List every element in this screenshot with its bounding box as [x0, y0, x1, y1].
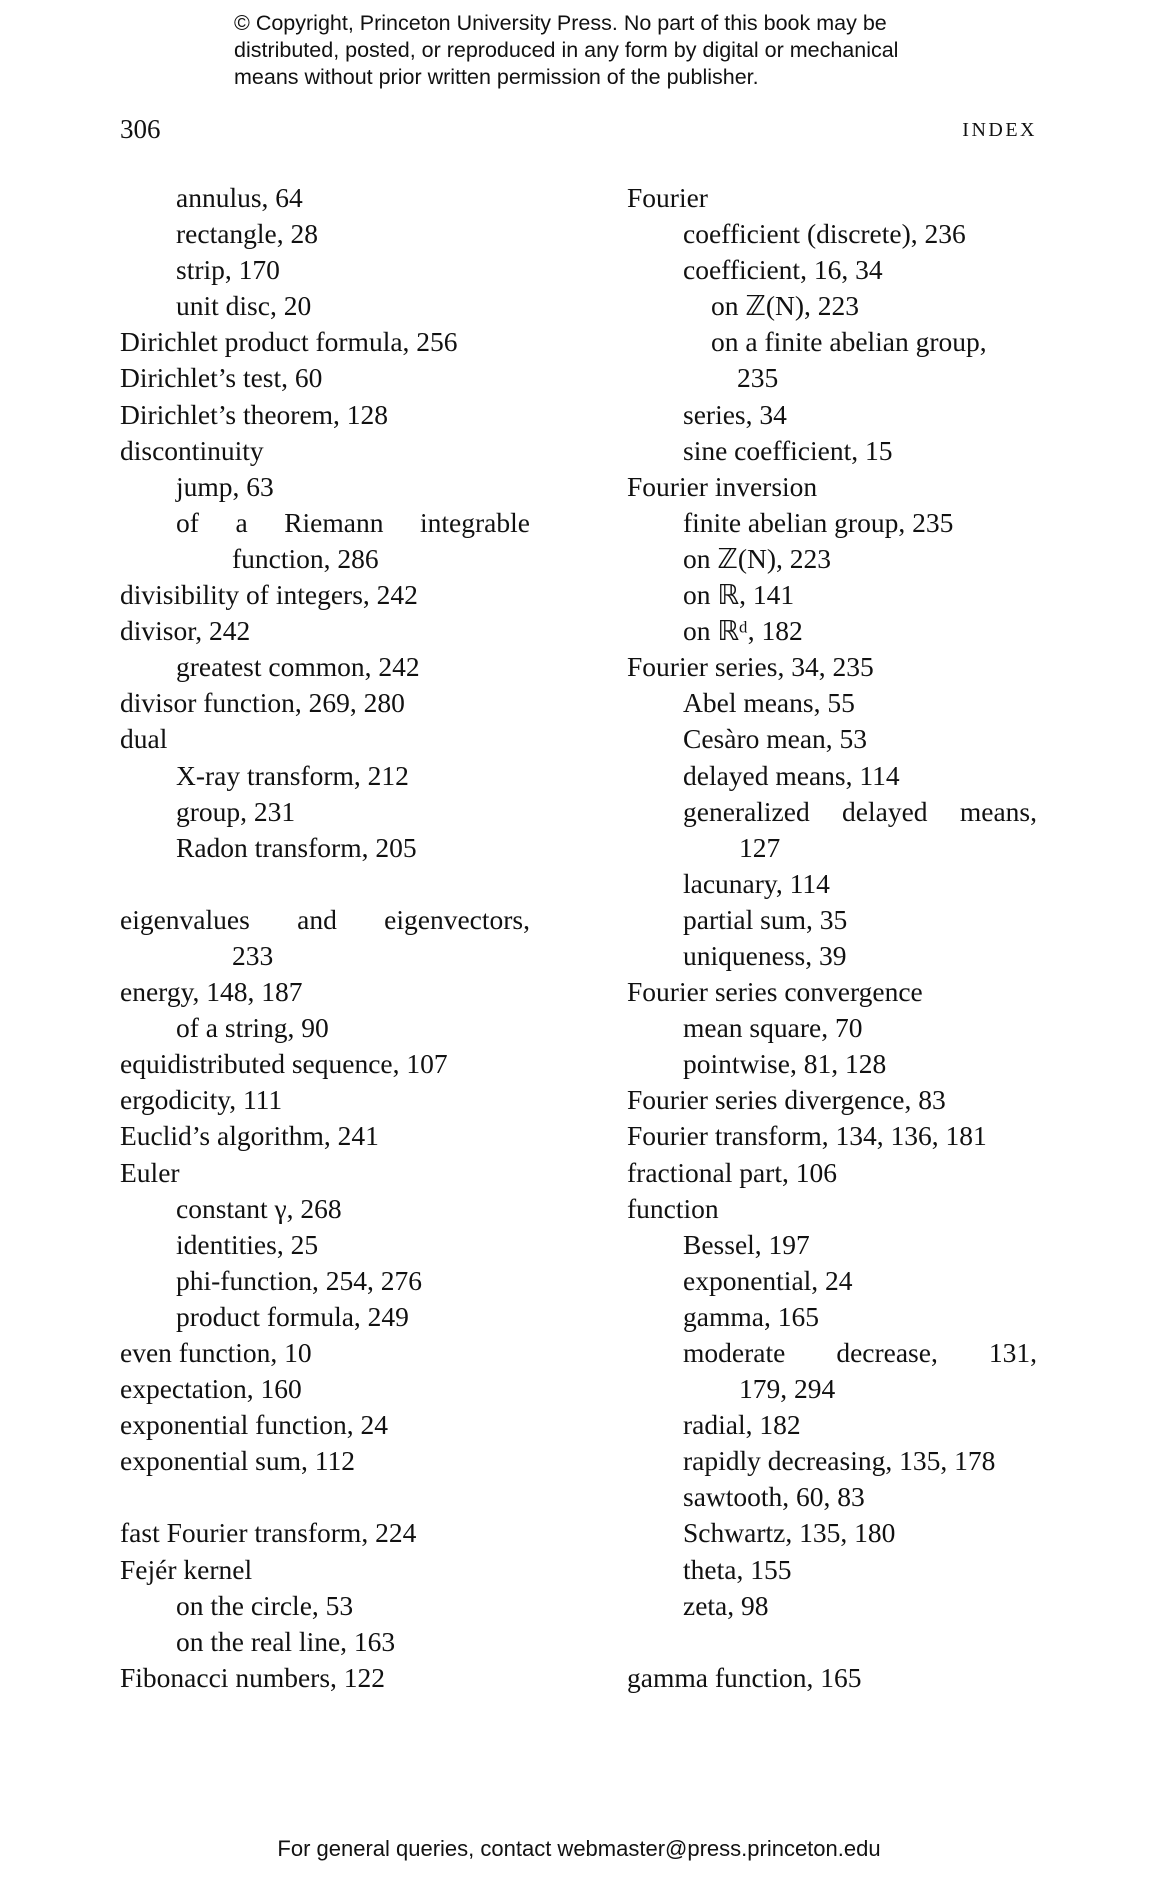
copyright-line: © Copyright, Princeton University Press. No part of this book may be — [234, 11, 887, 35]
index-gap — [120, 866, 530, 902]
index-column-left — [120, 180, 530, 1696]
index-gap — [120, 1479, 530, 1515]
index-subentry: phi-function, 254, 276 — [176, 1264, 422, 1296]
index-continuation: 233 — [232, 939, 274, 971]
index-entry: dual — [120, 723, 168, 755]
index-entry: Fourier — [627, 182, 708, 213]
page-number: 306 — [120, 114, 161, 144]
index-entry: Fourier series convergence — [627, 976, 923, 1008]
index-subentry: zeta, 98 — [683, 1589, 769, 1621]
index-entry: ergodicity, 111 — [120, 1084, 283, 1116]
index-entry: exponential function, 24 — [120, 1409, 389, 1441]
index-subentry: on the circle, 53 — [176, 1589, 354, 1621]
index-entry: gamma function, 165 — [627, 1661, 862, 1693]
index-continuation: 127 — [739, 831, 781, 863]
index-subentry: on ℝᵈ, 182 — [683, 615, 803, 647]
index-subsubentry: on ℤ(N), 223 — [711, 290, 860, 322]
footer-contact: For general queries, contact webmaster@press.princeton.edu — [277, 1836, 881, 1861]
index-subentry: series, 34 — [683, 398, 787, 430]
index-entry: divisibility of integers, 242 — [120, 579, 418, 611]
index-subentry: generalized delayed means, — [683, 795, 1037, 827]
index-gap — [627, 1624, 1037, 1660]
index-subentry: constant γ, 268 — [176, 1192, 342, 1224]
index-subentry: exponential, 24 — [683, 1264, 853, 1296]
index-subentry: mean square, 70 — [683, 1012, 863, 1044]
index-entry: discontinuity — [120, 434, 264, 466]
section-title: INDEX — [962, 119, 1037, 141]
index-subentry: Bessel, 197 — [683, 1228, 810, 1260]
index-entry: equidistributed sequence, 107 — [120, 1048, 448, 1080]
index-subentry: coefficient (discrete), 236 — [683, 218, 966, 250]
index-subentry: on ℤ(N), 223 — [683, 542, 832, 574]
index-subentry: rapidly decreasing, 135, 178 — [683, 1445, 996, 1477]
index-entry: divisor function, 269, 280 — [120, 687, 405, 719]
index-subsubentry: on a finite abelian group, — [711, 326, 987, 358]
index-entry: fast Fourier transform, 224 — [120, 1517, 417, 1549]
index-subentry: on the real line, 163 — [176, 1625, 396, 1657]
index-entry: divisor, 242 — [120, 615, 251, 647]
index-subentry: rectangle, 28 — [176, 218, 319, 250]
index-subentry: partial sum, 35 — [683, 903, 848, 935]
index-entry: Euler — [120, 1156, 180, 1188]
index-subentry: jump, 63 — [176, 470, 274, 502]
index-subentry: Cesàro mean, 53 — [683, 723, 868, 755]
index-subentry: uniqueness, 39 — [683, 939, 847, 971]
index-subentry: unit disc, 20 — [176, 290, 312, 322]
index-entry: Dirichlet’s test, 60 — [120, 362, 323, 394]
index-subentry: finite abelian group, 235 — [683, 506, 954, 538]
index-entry: Dirichlet’s theorem, 128 — [120, 398, 389, 430]
index-entry: Fejér kernel — [120, 1553, 253, 1585]
index-subentry: X-ray transform, 212 — [176, 759, 409, 791]
index-subentry: sine coefficient, 15 — [683, 434, 893, 466]
index-entry: eigenvalues and eigenvectors, — [120, 903, 530, 935]
index-subentry: Radon transform, 205 — [176, 831, 417, 863]
copyright-line: distributed, posted, or reproduced in any form by digital or mechanical — [234, 38, 899, 62]
index-subentry: gamma, 165 — [683, 1300, 819, 1332]
index-subentry: of a string, 90 — [176, 1012, 329, 1044]
index-column-right — [627, 180, 1037, 1696]
index-subentry: identities, 25 — [176, 1228, 319, 1260]
index-subentry: annulus, 64 — [176, 182, 303, 213]
index-continuation: function, 286 — [232, 542, 379, 574]
index-entry: function — [627, 1192, 719, 1224]
index-entry: Fourier series divergence, 83 — [627, 1084, 946, 1116]
index-entry: Fibonacci numbers, 122 — [120, 1661, 386, 1693]
index-subentry: group, 231 — [176, 795, 296, 827]
index-subentry: delayed means, 114 — [683, 759, 900, 791]
index-subentry: moderate decrease, 131, — [683, 1337, 1037, 1368]
index-entry: expectation, 160 — [120, 1373, 302, 1405]
index-subentry: on ℝ, 141 — [683, 579, 795, 611]
index-subentry: lacunary, 114 — [683, 867, 830, 899]
index-subentry: Schwartz, 135, 180 — [683, 1517, 896, 1549]
index-entry: Fourier series, 34, 235 — [627, 651, 874, 683]
index-subentry: Abel means, 55 — [683, 687, 855, 719]
index-continuation: 179, 294 — [739, 1373, 836, 1405]
index-subentry: product formula, 249 — [176, 1300, 409, 1332]
index-entry: even function, 10 — [120, 1337, 312, 1368]
index-subentry: strip, 170 — [176, 254, 280, 286]
index-subentry: of a Riemann integrable — [176, 506, 530, 538]
index-subentry: greatest common, 242 — [176, 651, 420, 683]
index-entry: energy, 148, 187 — [120, 976, 303, 1008]
index-entry: Fourier inversion — [627, 470, 818, 502]
index-subentry: radial, 182 — [683, 1409, 801, 1441]
index-subentry: sawtooth, 60, 83 — [683, 1481, 865, 1513]
index-entry: fractional part, 106 — [627, 1156, 837, 1188]
index-subentry: coefficient, 16, 34 — [683, 254, 883, 286]
index-entry: exponential sum, 112 — [120, 1445, 355, 1477]
index-entry: Euclid’s algorithm, 241 — [120, 1120, 379, 1152]
copyright-notice — [234, 10, 994, 91]
index-entry: Dirichlet product formula, 256 — [120, 326, 458, 358]
index-entry: Fourier transform, 134, 136, 181 — [627, 1120, 987, 1152]
index-subentry: theta, 155 — [683, 1553, 792, 1585]
index-continuation: 235 — [737, 362, 779, 394]
index-subentry: pointwise, 81, 128 — [683, 1048, 887, 1080]
copyright-line: means without prior written permission of the publisher. — [234, 65, 759, 89]
